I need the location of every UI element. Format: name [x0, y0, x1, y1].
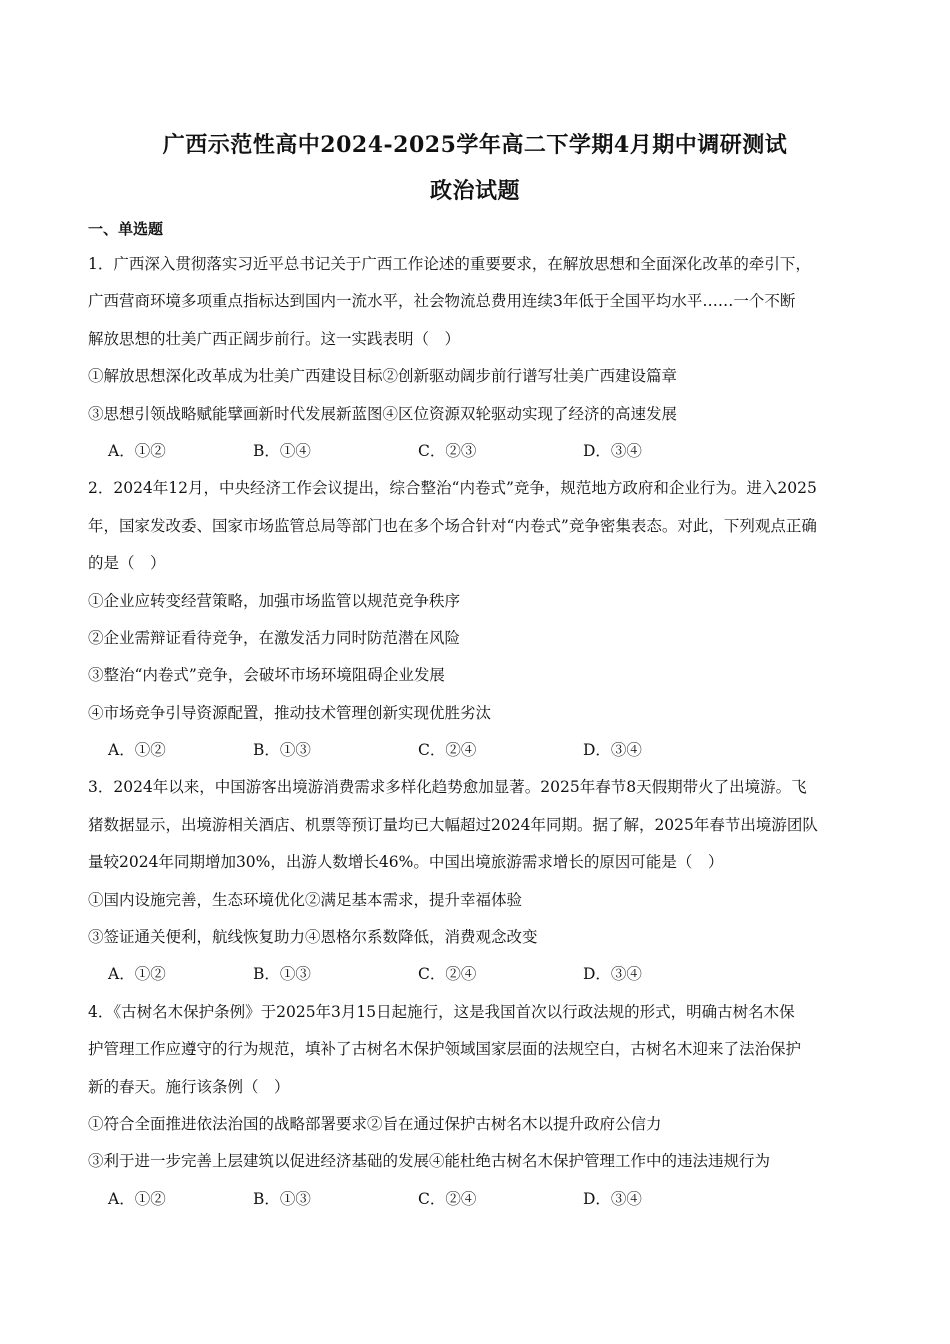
statement-line: ①国内设施完善，生态环境优化②满足基本需求，提升幸福体验	[88, 890, 523, 909]
question-text-line: 年，国家发改委、国家市场监管总局等部门也在多个场合针对“内卷式”竞争密集表态。对此，下列观点正确	[88, 516, 817, 535]
exam-subtitle: 政治试题	[429, 178, 520, 204]
statement-line: ①符合全面推进依法治国的战略部署要求②旨在通过保护古树名木以提升政府公信力	[88, 1114, 662, 1133]
question-text-line: 新的春天。施行该条例（ ）	[88, 1077, 290, 1096]
statement-line: ①企业应转变经营策略，加强市场监管以规范竞争秩序	[88, 591, 461, 610]
option-d: D．③④	[583, 441, 642, 460]
statement-line: ②企业需辩证看待竞争，在激发活力同时防范潜在风险	[88, 628, 461, 647]
question-text-line: 4．《古树名木保护条例》于2025年3月15日起施行，这是我国首次以行政法规的形式，明确古树名木保	[88, 1002, 795, 1021]
statement-line: ④市场竞争引导资源配置，推动技术管理创新实现优胜劣汰	[88, 703, 492, 722]
option-b: B．①③	[253, 741, 311, 760]
statement-line: ③整治“内卷式”竞争，会破坏市场环境阻碍企业发展	[88, 666, 445, 685]
statement-line: ③思想引领战略赋能擘画新时代发展新蓝图④区位资源双轮驱动实现了经济的高速发展	[88, 404, 678, 423]
option-c: C．②④	[418, 965, 477, 984]
question-list	[88, 246, 883, 1218]
answer-options	[88, 732, 883, 769]
question-2	[88, 470, 883, 769]
option-d: D．③④	[583, 1189, 642, 1208]
question-text-line: 猪数据显示，出境游相关酒店、机票等预订量均已大幅超过2024年同期。据了解，2025年春节出境游团队	[88, 815, 818, 834]
question-3	[88, 769, 883, 993]
option-a: A．①②	[108, 965, 166, 984]
option-a: A．①②	[108, 441, 166, 460]
option-b: B．①④	[253, 441, 311, 460]
option-c: C．②④	[418, 741, 477, 760]
question-text-line: 量较2024年同期增加30%，出游人数增长46%。中国出境旅游需求增长的原因可能是（ ）	[88, 853, 724, 872]
question-1	[88, 246, 883, 470]
option-d: D．③④	[583, 965, 642, 984]
statement-line: ③签证通关便利，航线恢复助力④恩格尔系数降低，消费观念改变	[88, 928, 538, 947]
question-text-line: 解放思想的壮美广西正阔步前行。这一实践表明（ ）	[88, 329, 461, 348]
option-b: B．①③	[253, 965, 311, 984]
statement-line: ③利于进一步完善上层建筑以促进经济基础的发展④能杜绝古树名木保护管理工作中的违法违规行为	[88, 1152, 771, 1171]
option-a: A．①②	[108, 1189, 166, 1208]
question-text-line: 的是（ ）	[88, 554, 166, 573]
answer-options	[88, 1181, 883, 1218]
option-a: A．①②	[108, 741, 166, 760]
question-4	[88, 994, 883, 1218]
option-c: C．②④	[418, 1189, 477, 1208]
option-b: B．①③	[253, 1189, 311, 1208]
section-heading: 一、单选题	[88, 220, 164, 238]
answer-options	[88, 433, 883, 470]
question-text-line: 3．2024年以来，中国游客出境游消费需求多样化趋势愈加显著。2025年春节8天假期带火了出境游。飞	[88, 778, 807, 797]
option-d: D．③④	[583, 741, 642, 760]
exam-title: 广西示范性高中2024-2025学年高二下学期4月期中调研测试	[162, 132, 788, 158]
question-text-line: 2．2024年12月，中央经济工作会议提出，综合整治“内卷式”竞争，规范地方政府和企业行为。进入2025	[88, 479, 817, 498]
question-text-line: 1．广西深入贯彻落实习近平总书记关于广西工作论述的重要要求，在解放思想和全面深化改革的牵引下，	[88, 255, 811, 273]
option-c: C．②③	[418, 441, 477, 460]
statement-line: ①解放思想深化改革成为壮美广西建设目标②创新驱动阔步前行谱写壮美广西建设篇章	[88, 367, 678, 386]
question-text-line: 护管理工作应遵守的行为规范，填补了古树名木保护领域国家层面的法规空白，古树名木迎来了法治保护	[88, 1040, 802, 1059]
answer-options	[88, 956, 883, 993]
question-text-line: 广西营商环境多项重点指标达到国内一流水平，社会物流总费用连续3年低于全国平均水平……一个不断	[88, 292, 796, 311]
